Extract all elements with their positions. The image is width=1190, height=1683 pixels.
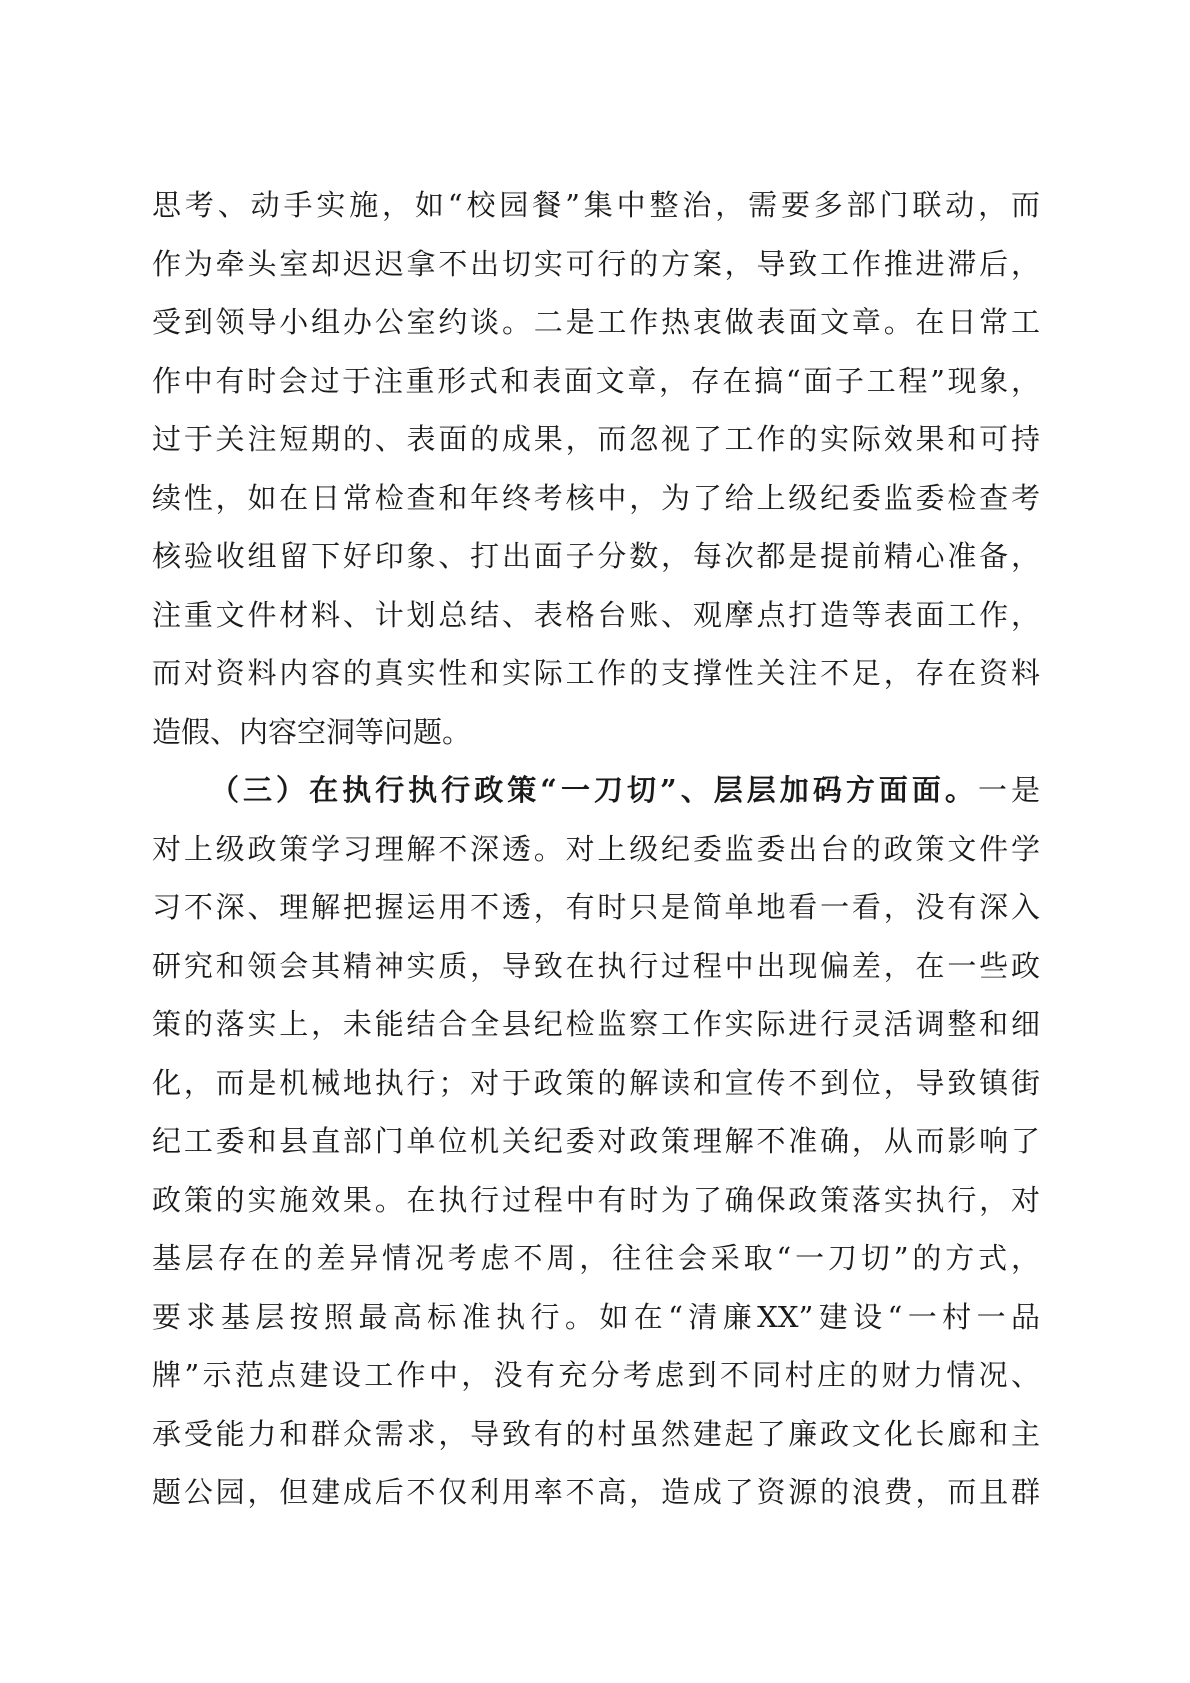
text-line: 而对资料内容的真实性和实际工作的支撑性关注不足，存在资料 (152, 656, 1040, 690)
text-line: 政策的实施效果。在执行过程中有时为了确保政策落实执行，对 (152, 1182, 1040, 1217)
text-line: 习不深、理解把握运用不透，有时只是简单地看一看，没有深入 (152, 890, 1040, 924)
text-line: 注重文件材料、计划总结、表格台账、观摩点打造等表面工作， (152, 597, 1040, 632)
section-heading: （三）在执行执行政策“一刀切”、层层加码方面面。 (210, 773, 978, 807)
text-line: 要求基层按照最高标准执行。如在“清廉XX”建设“一村一品 (152, 1299, 1040, 1334)
body-text (152, 176, 1040, 1522)
text-line: 核验收组留下好印象、打出面子分数，每次都是提前精心准备， (152, 539, 1040, 573)
text-line: 题公园，但建成后不仅利用率不高，造成了资源的浪费，而且群 (152, 1475, 1040, 1509)
text-line: 纪工委和县直部门单位机关纪委对政策理解不准确，从而影响了 (152, 1124, 1040, 1158)
text-line: 对上级政策学习理解不深透。对上级纪委监委出台的政策文件学 (152, 831, 1040, 866)
section-heading-line (152, 761, 1040, 820)
text-line: 研究和领会其精神实质，导致在执行过程中出现偏差，在一些政 (152, 948, 1040, 983)
paragraph-1 (152, 176, 1040, 761)
text-line: 续性，如在日常检查和年终考核中，为了给上级纪委监委检查考 (152, 480, 1040, 515)
text-line: 承受能力和群众需求，导致有的村虽然建起了廉政文化长廊和主 (152, 1416, 1040, 1451)
text-line: 受到领导小组办公室约谈。二是工作热衷做表面文章。在日常工 (152, 305, 1040, 339)
text-line: 策的落实上，未能结合全县纪检监察工作实际进行灵活调整和细 (152, 1007, 1040, 1041)
heading-tail-text: 一是 (977, 773, 1040, 807)
text-line: 基层存在的差异情况考虑不周，往往会采取“一刀切”的方式， (152, 1241, 1040, 1275)
text-line: 思考、动手实施，如“校园餐”集中整治，需要多部门联动，而 (152, 188, 1040, 222)
text-line: 过于关注短期的、表面的成果，而忽视了工作的实际效果和可持 (152, 422, 1040, 456)
text-line: 化，而是机械地执行；对于政策的解读和宣传不到位，导致镇街 (152, 1065, 1040, 1100)
text-line: 作中有时会过于注重形式和表面文章，存在搞“面子工程”现象， (152, 363, 1040, 398)
text-line: 牌”示范点建设工作中，没有充分考虑到不同村庄的财力情况、 (152, 1358, 1040, 1392)
text-line: 造假、内容空洞等问题。 (152, 714, 472, 749)
paragraph-2 (152, 761, 1040, 1522)
text-line: 作为牵头室却迟迟拿不出切实可行的方案，导致工作推进滞后， (152, 246, 1040, 281)
